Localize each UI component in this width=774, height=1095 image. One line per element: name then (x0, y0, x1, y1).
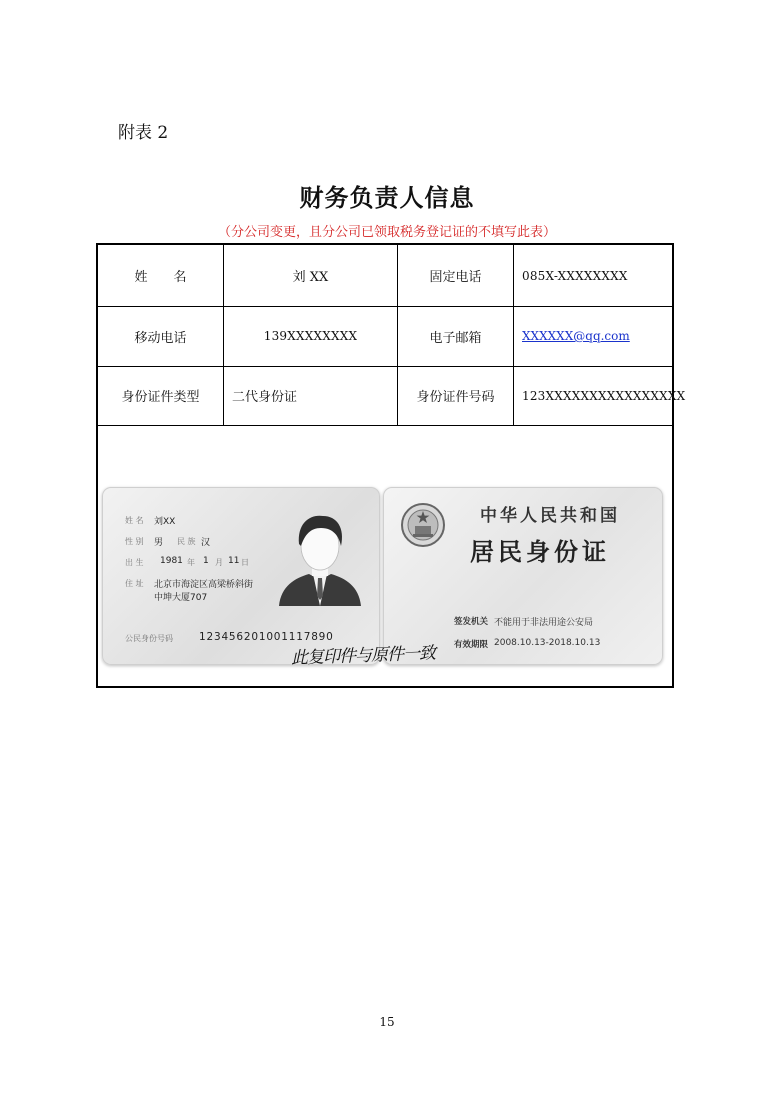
validity: 2008.10.13-2018.10.13 (494, 638, 601, 648)
info-table (96, 243, 686, 688)
id-sex-label: 性 别 (125, 537, 144, 546)
label-name: 姓 名 (98, 245, 224, 306)
annex-label: 附表 2 (118, 123, 169, 143)
validity-label: 有效期限 (454, 640, 489, 650)
card-name: 居民身份证 (470, 537, 610, 566)
id-sex: 男 (154, 538, 164, 548)
label-mobile: 移动电话 (98, 306, 224, 366)
value-id-type: 二代身份证 (224, 366, 398, 425)
authority-label: 签发机关 (454, 617, 489, 627)
id-birth-day: 11 (228, 556, 240, 566)
id-ethnic-label: 民 族 (177, 537, 196, 546)
value-mobile: 139XXXXXXXX (224, 306, 398, 366)
table-row (98, 245, 672, 307)
table-row (98, 366, 686, 426)
id-address-label: 住 址 (125, 579, 144, 588)
id-name-label: 姓 名 (125, 516, 144, 525)
id-ethnic: 汉 (201, 538, 211, 548)
id-address-line2: 中坤大厦707 (154, 593, 208, 603)
email-link[interactable]: XXXXXX@qq.com (522, 329, 630, 343)
handwritten-signature: 此复印件与原件一致 (290, 643, 436, 669)
value-id-number: 123XXXXXXXXXXXXXXXX (522, 388, 686, 403)
page-number: 15 (379, 1015, 395, 1029)
country-name: 中华人民共和国 (480, 506, 620, 526)
red-note: （分公司变更，且分公司已领取税务登记证的不填写此表） (217, 225, 556, 240)
label-email: 电子邮箱 (398, 306, 514, 366)
id-year-unit: 年 (187, 558, 195, 567)
table-row (98, 306, 672, 367)
national-emblem-icon (400, 502, 446, 548)
id-number: 123456201001117890 (199, 631, 334, 643)
avatar-silhouette-icon (275, 508, 365, 606)
value-name: 刘 XX (224, 245, 398, 306)
id-day-unit: 日 (241, 558, 249, 567)
label-id-type: 身份证件类型 (98, 366, 224, 425)
value-landline: 085X-XXXXXXXX (522, 268, 628, 283)
authority: 不能用于非法用途公安局 (494, 618, 594, 628)
id-number-label: 公民身份号码 (125, 634, 173, 643)
id-card-front (102, 487, 380, 665)
label-landline: 固定电话 (398, 245, 514, 306)
id-birth-month: 1 (203, 556, 209, 566)
label-id-number: 身份证件号码 (398, 366, 514, 425)
id-birth-label: 出 生 (125, 558, 144, 567)
id-month-unit: 月 (215, 558, 223, 567)
id-name: 刘XX (154, 517, 176, 527)
id-birth-year: 1981 (160, 556, 183, 566)
page-title: 财务负责人信息 (299, 184, 475, 212)
id-address-line1: 北京市海淀区高梁桥斜街 (154, 580, 254, 590)
